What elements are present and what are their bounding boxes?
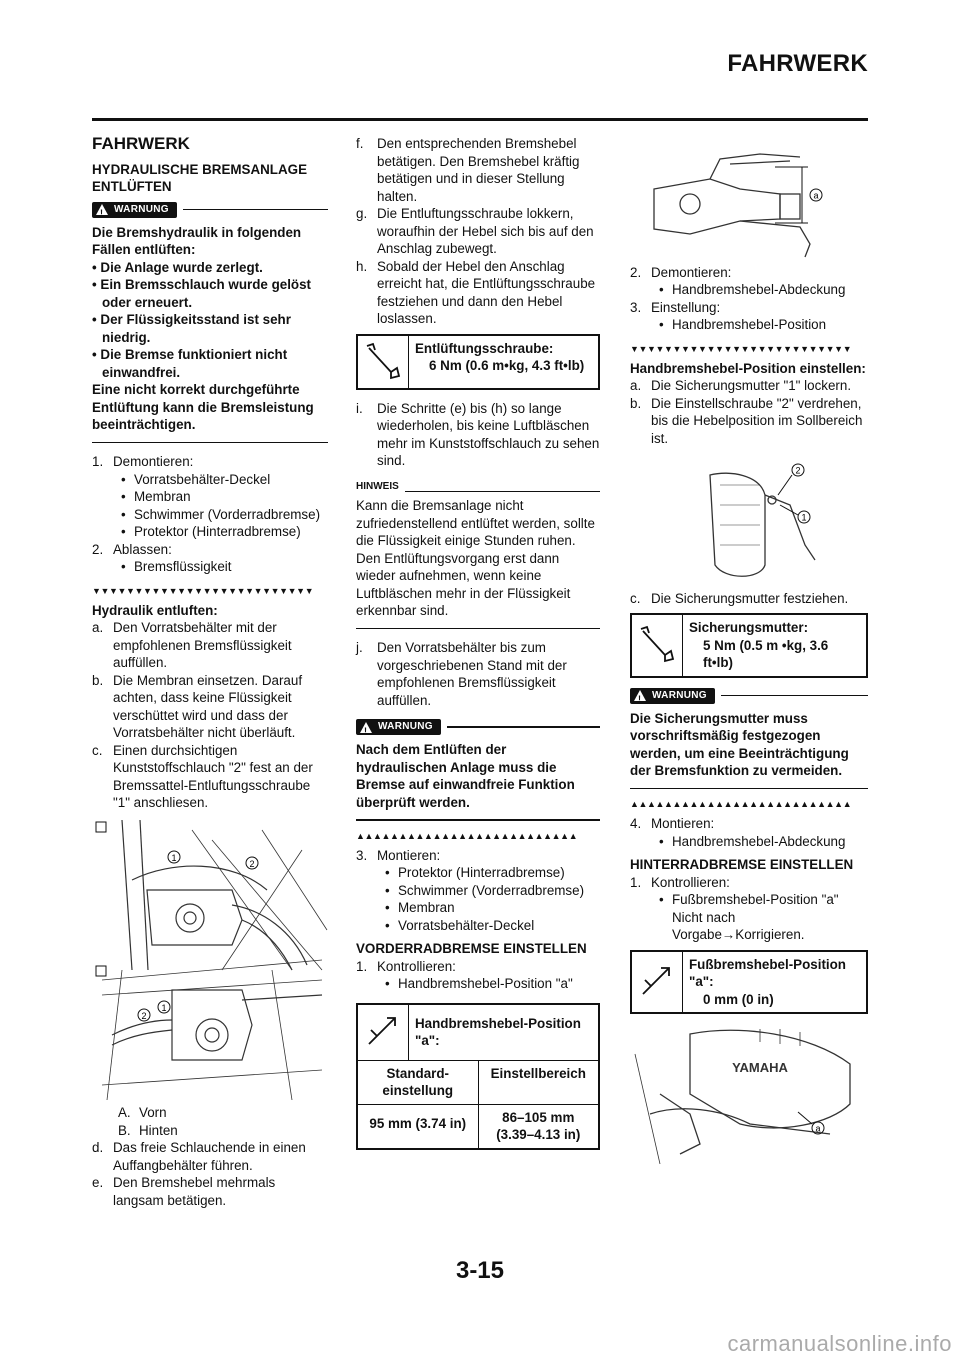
lever-adjuster-illustration [630, 455, 868, 585]
section-title: FAHRWERK [92, 134, 190, 153]
foot-brake-illustration [630, 1024, 868, 1164]
page-header [92, 0, 868, 125]
table-header-standard: Standard-einstellung [382, 1065, 454, 1098]
list-item: 1. Kontrollieren: [630, 874, 730, 890]
divider [630, 788, 868, 790]
svg-text:1: 1 [161, 1002, 167, 1013]
column-1 [92, 135, 328, 1209]
list-item: 3. Einstellung: [630, 299, 721, 315]
list-item: d. Das freie Schlauchende in einen Auffangbehälter führen. [92, 1140, 306, 1173]
divider [447, 726, 600, 728]
svg-text:2: 2 [141, 1010, 147, 1021]
list-item: a. Den Vorratsbehälter mit der empfohlenen Bremsflüssigkeit auffüllen. [92, 620, 292, 670]
warning-icon [360, 722, 372, 733]
subsection-title: HINTERRADBREMSE EINSTELLEN [630, 857, 854, 872]
foot-lever-figure [630, 1024, 868, 1169]
svg-text:a: a [815, 1123, 821, 1134]
torque-wrench-icon [632, 615, 683, 676]
list-item: h. Sobald der Hebel den Anschlag erreicht hat, die Entlüftungsschraube festziehen und dann den Hebel loslassen. [356, 258, 596, 326]
list-item: b. Die Membran einsetzen. Darauf achten, dass keine Flüssigkeit verschüttet wird und dass der Vorratsbehälter nicht überläuft. [92, 672, 303, 740]
list-item: • Handbremshebel-Abdeckung [659, 282, 846, 297]
svg-text:YAMAHA: YAMAHA [732, 1060, 788, 1075]
note-badge: HINWEIS [356, 480, 399, 492]
warning-text: Nach dem Entlüften der hydraulischen Anlage muss die Bremse auf einwandfreie Funktion überprüft werden. [356, 742, 575, 810]
warning-icon [96, 204, 108, 215]
header-rule [92, 118, 868, 121]
triangle-divider-down: ▼▼▼▼▼▼▼▼▼▼▼▼▼▼▼▼▼▼▼▼▼▼▼▼▼▼ [92, 585, 314, 596]
note-text: Kann die Bremsanlage nicht zufriedenstellend entlüftet werden, sollte die Flüssigkeit einige Stunden ruhen. Den Entlüftungsvorgang erst dann wieder aufnehmen, wenn keine Luftbläschen mehr in der Flüssigkeit erkennbar sind. [356, 498, 595, 618]
list-item: 1. Kontrollieren: [356, 958, 456, 974]
divider [183, 209, 328, 211]
list-item: 3. Montieren: [356, 847, 441, 863]
table-cell-standard: 95 mm (3.74 in) [369, 1115, 467, 1131]
subsection-title: VORDERRADBREMSE EINSTELLEN [356, 941, 587, 956]
svg-text:1: 1 [801, 512, 807, 523]
spec-box [630, 950, 868, 1015]
list-item: f. Den entsprechenden Bremshebel betätigen. Den Bremshebel kräftig betätigen und in dieser Stellung halten. [356, 136, 580, 204]
list-item: • Vorratsbehälter-Deckel [121, 471, 271, 487]
list-item: • Schwimmer (Vorderradbremse) [385, 882, 585, 898]
figure-legend-item: B. Hinten [118, 1122, 178, 1138]
spec-value: 6 Nm (0.6 m•kg, 4.3 ft•lb) [429, 358, 585, 373]
procedure-title: Hydraulik entluften: [92, 602, 218, 618]
divider [356, 628, 600, 630]
list-item: • Schwimmer (Vorderradbremse) [121, 506, 321, 522]
list-item: • Vorratsbehälter-Deckel [385, 917, 535, 933]
list-item: • Bremsflüssigkeit [121, 559, 232, 574]
list-item: • Handbremshebel-Position [659, 317, 827, 332]
spec-box [630, 613, 868, 678]
warning-badge: ! WARNUNG [356, 719, 441, 735]
spec-table [356, 1003, 600, 1150]
column-2 [356, 135, 600, 1158]
triangle-divider-up: ▲▲▲▲▲▲▲▲▲▲▲▲▲▲▲▲▲▲▲▲▲▲▲▲▲▲ [630, 799, 852, 809]
warning-header [356, 719, 600, 735]
figure-legend-item: A. Vorn [118, 1105, 167, 1120]
list-item: c. Die Sicherungsmutter festziehen. [630, 590, 849, 606]
spec-box [356, 334, 600, 390]
column-3 [630, 135, 868, 1169]
list-item: • Membran [121, 489, 191, 504]
spec-value: 0 mm (0 in) [703, 991, 774, 1007]
warning-badge: ! WARNUNG [630, 688, 715, 704]
svg-text:1: 1 [171, 852, 177, 863]
brake-caliper-illustration [92, 820, 328, 1100]
warning-header [92, 202, 328, 218]
list-item: 1. Demontieren: [92, 454, 194, 469]
divider [356, 819, 600, 821]
divider [721, 695, 868, 697]
procedure-title: Handbremshebel-Position einstellen: [630, 360, 866, 376]
page-number: 3-15 [455, 1257, 505, 1284]
spec-label: Handbremshebel-Position "a": [415, 1015, 581, 1048]
gauge-icon [358, 1005, 409, 1060]
warning-badge: ! WARNUNG [92, 202, 177, 218]
torque-wrench-icon [358, 336, 409, 388]
list-item: i. Die Schritte (e) bis (h) so lange wiederholen, bis keine Luftbläschen mehr im Kunststoffschlauch zu sehen sind. [356, 400, 600, 468]
page-title: FAHRWERK [727, 50, 868, 77]
gauge-icon [632, 952, 683, 1013]
warning-header [630, 688, 868, 704]
list-item: a. Die Sicherungsmutter "1" lockern. [630, 378, 852, 393]
brake-caliper-figure [92, 820, 328, 1105]
list-item: g. Die Entluftungsschraube lokkern, woraufhin der Hebel sich bis auf den Anschlag zubewegt. [356, 206, 594, 256]
svg-text:2: 2 [249, 858, 255, 869]
spec-label: Sicherungsmutter: [689, 620, 809, 635]
list-item: • Membran [385, 900, 455, 915]
adjuster-figure [630, 455, 868, 590]
subsection-title: HYDRAULISCHE BREMSANLAGE ENTLÜFTEN [92, 161, 308, 194]
table-header-range: Einstellbereich [478, 1061, 599, 1104]
list-item: c. Einen durchsichtigen Kunststoffschlauch "2" fest an der Bremssattel-Entluftungsschraube "1" anschliesen. [92, 742, 313, 810]
triangle-divider-down: ▼▼▼▼▼▼▼▼▼▼▼▼▼▼▼▼▼▼▼▼▼▼▼▼▼▼ [630, 343, 852, 354]
list-item: 2. Demontieren: [630, 264, 732, 280]
spec-label: Entlüftungsschraube: [415, 340, 554, 356]
list-item: 2. Ablassen: [92, 541, 172, 557]
list-item: • Protektor (Hinterradbremse) [121, 524, 301, 539]
list-item: • Fußbremshebel-Position "a" [659, 892, 839, 907]
list-item: • Handbremshebel-Abdeckung [659, 833, 846, 849]
warning-text: Die Sicherungsmutter muss vorschriftsmäßig festgezogen werden, um eine Beeinträchtigung der Bremsfunktion zu vermeiden. [630, 710, 849, 778]
list-item: e. Den Bremshebel mehrmals langsam betätigen. [92, 1175, 276, 1208]
list-item: • Handbremshebel-Position "a" [385, 976, 573, 991]
list-item: j. Den Vorratsbehälter bis zum vorgeschriebenen Stand mit der empfohlenen Bremsflüssigkeit auffüllen. [356, 640, 567, 708]
divider [92, 442, 328, 444]
list-item: • Protektor (Hinterradbremse) [385, 865, 565, 880]
list-item: b. Die Einstellschraube "2" verdrehen, bis die Hebelposition im Sollbereich ist. [630, 395, 863, 446]
note-header [356, 478, 600, 496]
spec-label: Fußbremshebel-Position "a": [689, 956, 846, 989]
warning-text: Die Bremshydraulik in folgenden Fällen entlüften: • Die Anlage wurde zerlegt. • Ein Bremsschlauch wurde gelöst oder erneuert. • Der Flüssigkeitsstand ist sehr niedrig. • Die Bremse funktioniert nicht einwandfrei. Eine nicht korrekt durchgeführte Entlüftung kann die Bremsleistung beeinträchtigen. [92, 224, 314, 432]
list-item: Nicht nach Vorgabe→Korrigieren. [672, 909, 805, 942]
brake-lever-illustration [630, 149, 868, 259]
svg-text:a: a [813, 190, 819, 201]
svg-text:2: 2 [795, 465, 801, 476]
watermark: carmanualsonline.info [727, 1330, 952, 1356]
table-cell-range: 86–105 mm (3.39–4.13 in) [478, 1105, 599, 1148]
warning-icon [634, 690, 646, 701]
lever-figure [630, 149, 868, 264]
list-item: 4. Montieren: [630, 816, 715, 831]
divider [405, 491, 600, 493]
spec-value: 5 Nm (0.5 m •kg, 3.6 ft•lb) [703, 637, 829, 670]
triangle-divider-up: ▲▲▲▲▲▲▲▲▲▲▲▲▲▲▲▲▲▲▲▲▲▲▲▲▲▲ [356, 830, 578, 841]
